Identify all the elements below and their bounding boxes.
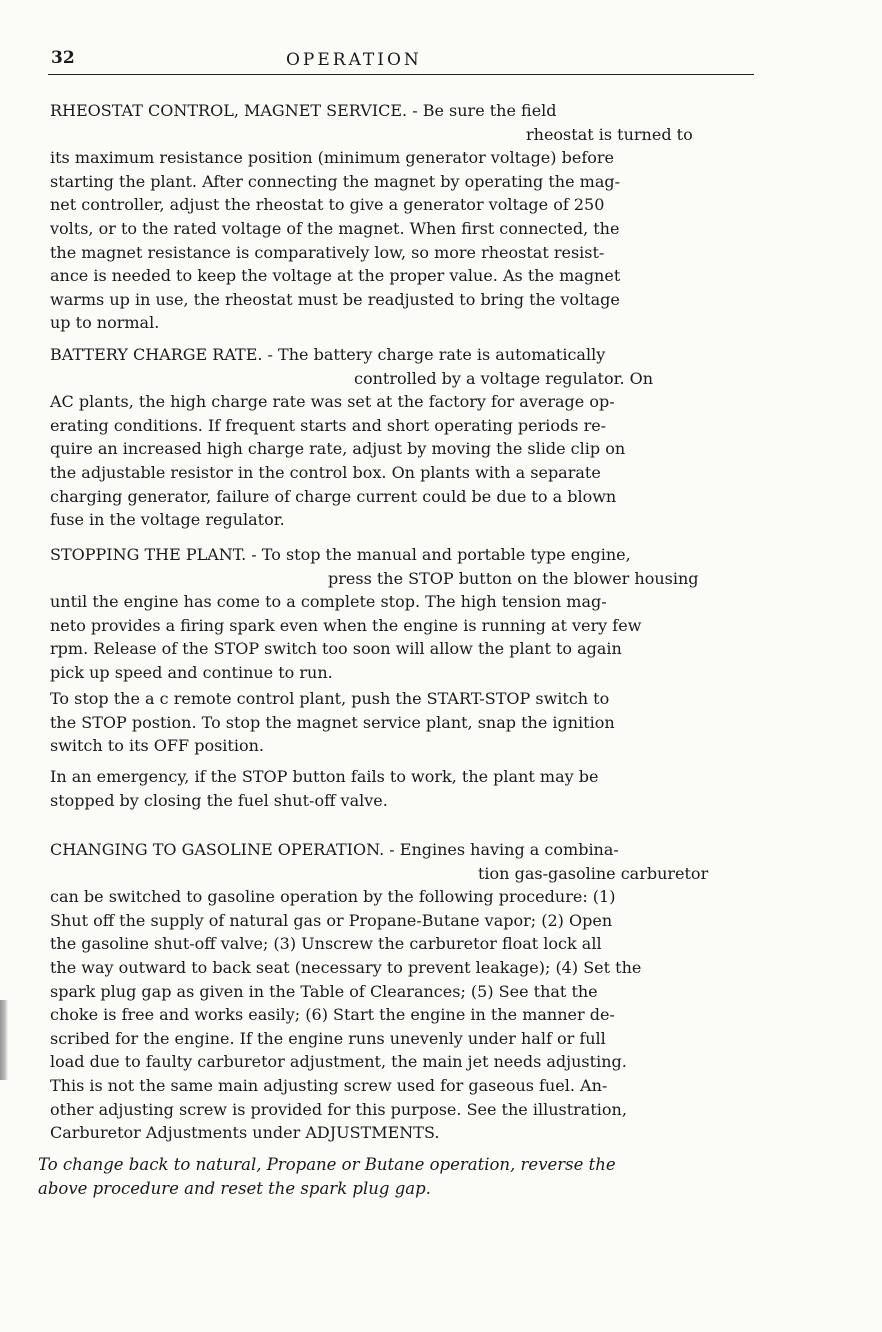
text-line: fuse in the voltage regulator. — [50, 510, 285, 530]
paragraph-battery-charge-rate — [50, 343, 772, 532]
text-line: charging generator, failure of charge current could be due to a blown — [50, 486, 617, 506]
text-line: erating conditions. If frequent starts and short operating periods re- — [50, 415, 607, 435]
text-line: press the STOP button on the blower housing — [328, 568, 699, 588]
text-line: stopped by closing the fuel shut-off valve. — [50, 790, 388, 810]
text-line: can be switched to gasoline operation by the following procedure: (1) — [50, 887, 616, 907]
text-line: starting the plant. After connecting the magnet by operating the mag- — [50, 171, 620, 191]
paragraph-emergency — [50, 765, 772, 812]
text-line: This is not the same main adjusting screw used for gaseous fuel. An- — [50, 1075, 608, 1095]
text-line: pick up speed and continue to run. — [50, 662, 333, 682]
text-line: To change back to natural, Propane or Butane operation, reverse the — [38, 1155, 616, 1174]
paragraph-change-back — [38, 1153, 760, 1200]
text-line: controlled by a voltage regulator. On — [354, 368, 654, 388]
scan-margin-mark — [0, 1000, 8, 1080]
text-line: CHANGING TO GASOLINE OPERATION. - Engines having a combina- — [50, 840, 619, 859]
text-line: scribed for the engine. If the engine runs unevenly under half or full — [50, 1028, 606, 1048]
running-title: OPERATION — [286, 50, 422, 70]
text-line: RHEOSTAT CONTROL, MAGNET SERVICE. - Be sure the field — [50, 101, 557, 120]
text-line: other adjusting screw is provided for this purpose. See the illustration, — [50, 1099, 627, 1119]
text-line: Shut off the supply of natural gas or Propane-Butane vapor; (2) Open — [50, 910, 613, 930]
text-line: switch to its OFF position. — [50, 736, 264, 756]
text-line: warms up in use, the rheostat must be readjusted to bring the voltage — [50, 289, 620, 309]
text-line: the adjustable resistor in the control box. On plants with a separate — [50, 462, 601, 482]
text-line: ance is needed to keep the voltage at the proper value. As the magnet — [50, 266, 621, 286]
text-line: quire an increased high charge rate, adjust by moving the slide clip on — [50, 439, 626, 459]
text-line: the STOP postion. To stop the magnet service plant, snap the ignition — [50, 712, 615, 732]
paragraph-stopping-the-plant — [50, 543, 772, 685]
text-line: volts, or to the rated voltage of the magnet. When first connected, the — [50, 218, 620, 238]
text-line: the way outward to back seat (necessary to prevent leakage); (4) Set the — [50, 957, 642, 977]
text-line: rheostat is turned to — [526, 124, 693, 144]
paragraph-rheostat-control — [50, 99, 772, 335]
text-line: the magnet resistance is comparatively low, so more rheostat resist- — [50, 242, 605, 262]
text-line: rpm. Release of the STOP switch too soon will allow the plant to again — [50, 639, 622, 659]
paragraph-changing-to-gasoline — [50, 838, 772, 1145]
page-number: 32 — [51, 48, 75, 68]
page-header — [48, 48, 754, 75]
text-line: Carburetor Adjustments under ADJUSTMENTS. — [50, 1123, 440, 1143]
text-line: net controller, adjust the rheostat to give a generator voltage of 250 — [50, 195, 605, 215]
text-line: STOPPING THE PLANT. - To stop the manual and portable type engine, — [50, 545, 631, 564]
text-line: choke is free and works easily; (6) Start the engine in the manner de- — [50, 1005, 615, 1025]
text-line: To stop the a c remote control plant, push the START-STOP switch to — [50, 689, 610, 708]
text-line: above procedure and reset the spark plug gap. — [38, 1178, 431, 1198]
text-line: AC plants, the high charge rate was set at the factory for average op- — [50, 392, 615, 412]
text-line: the gasoline shut-off valve; (3) Unscrew the carburetor float lock all — [50, 934, 602, 954]
text-line: neto provides a firing spark even when the engine is running at very few — [50, 615, 642, 635]
text-line: its maximum resistance position (minimum generator voltage) before — [50, 148, 614, 168]
text-line: In an emergency, if the STOP button fails to work, the plant may be — [50, 767, 599, 786]
text-line: tion gas-gasoline carburetor — [478, 863, 709, 883]
text-line: until the engine has come to a complete stop. The high tension mag- — [50, 592, 607, 612]
text-line: load due to faulty carburetor adjustment, the main jet needs adjusting. — [50, 1052, 627, 1072]
text-line: up to normal. — [50, 313, 160, 333]
text-line: BATTERY CHARGE RATE. - The battery charge rate is automatically — [50, 345, 606, 364]
text-line: spark plug gap as given in the Table of Clearances; (5) See that the — [50, 981, 598, 1001]
paragraph-remote-control-stop — [50, 687, 772, 758]
